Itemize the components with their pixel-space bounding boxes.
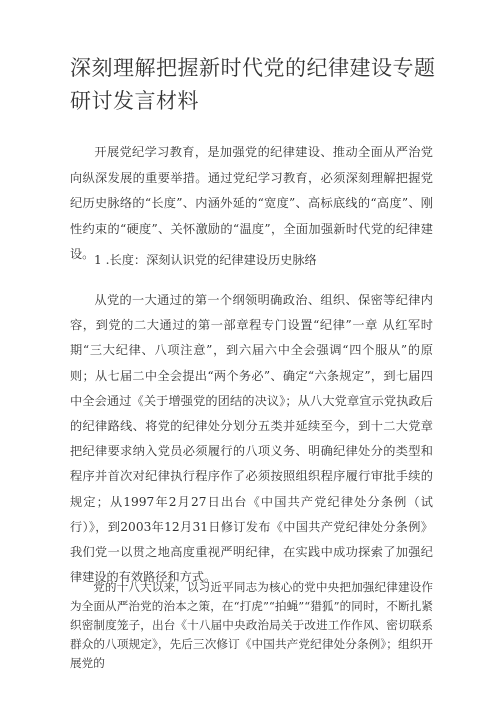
document-title: 深刻理解把握新时代党的纪律建设专题研讨发言材料 (70, 56, 436, 113)
section-heading (70, 250, 433, 270)
body-paragraph-1: 从党的一大通过的第一个纲领明确政治、组织、保密等纪律内容，到党的二大通过的第一部章程专门设置“纪律”一章 从红军时期“三大纪律、八项注意”，到六届六中全会强调“四个服从”的原则；从七届二中全会提出“两个务必”、确定“六条规定”，到七届四中全会通过《关于增强党的团结的决议》；从八大党章宣示党执政后的纪律路线、将党的纪律处分划分五类并延续至今，到十二大党章把纪律要求纳入党员必须履行的八项义务、明确纪律处分的类型和程序并首次对纪律执行程序作了必须按照组织程序履行审批手续的规定；从1997年2月27日出台《中国共产党纪律处分条例（试行）》，到2003年12月31日修订发布《中国共产党纪律处分条例》我们党一以贯之地高度重视严明纪律，在实践中成功探索了加强纪律建设的有效路径和方式。 (70, 293, 433, 585)
section-heading-text: 1 .长度：深刻认识党的纪律建设历史脉络 (94, 253, 317, 267)
body-paragraph-2: 党的十八大以来，以习近平同志为核心的党中央把加强纪律建设作为全面从严治党的治本之策，在“打虎”“拍蝇”“猎狐”的同时，不断扎紧织密制度笼子，出台《十八届中央政治局关于改进工作作风、密切联系群众的八项规定》，先后三次修订《中国共产党纪律处分条例》；组织开展党的 (70, 580, 433, 670)
intro-paragraph: 开展党纪学习教育，是加强党的纪律建设、推动全面从严治党向纵深发展的重要举措。通过党纪学习教育，必须深刻理解把握党纪历史脉络的“长度”、内涵外延的“宽度”、高标底线的“高度”、刚性约束的“硬度”、关怀激励的“温度”，全面加强新时代党的纪律建设。 (70, 145, 433, 261)
